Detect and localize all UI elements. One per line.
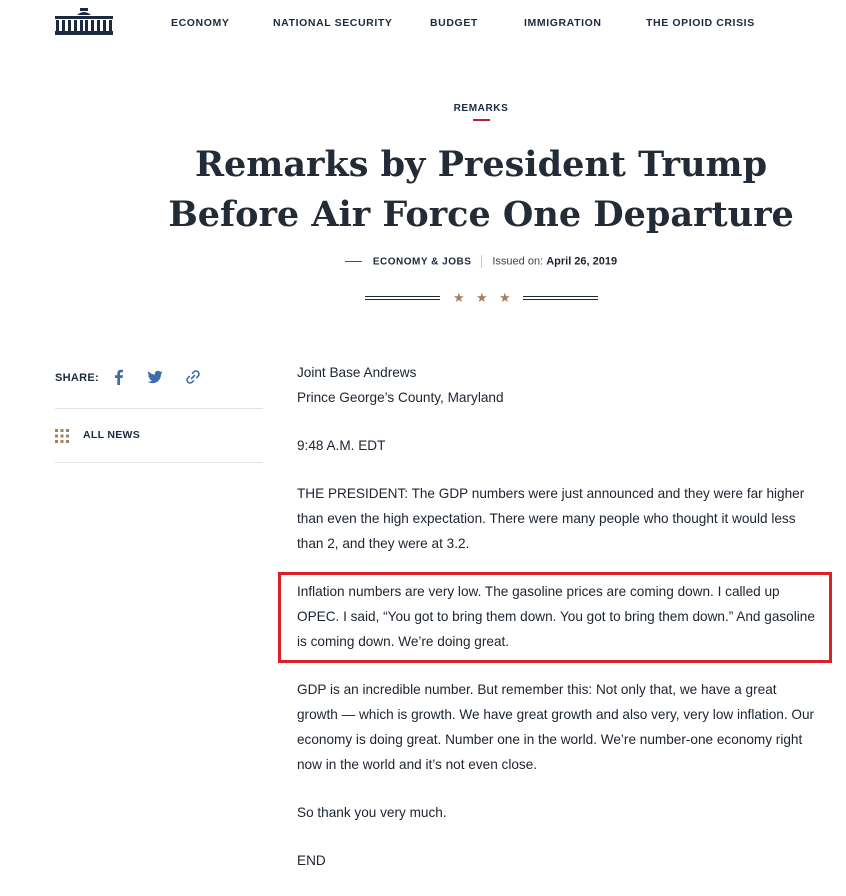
sidebar-divider <box>55 408 263 409</box>
issued-date: April 26, 2019 <box>546 255 618 268</box>
location-line-1: Joint Base Andrews <box>297 365 417 380</box>
star-icon: ★ <box>499 290 511 305</box>
title-line-2: Before Air Force One Departure <box>168 194 794 235</box>
white-house-logo-icon[interactable] <box>55 8 113 35</box>
location <box>297 360 817 410</box>
nav-opioid-crisis[interactable]: THE OPIOID CRISIS <box>646 17 755 29</box>
nav-economy[interactable]: ECONOMY <box>171 17 230 29</box>
facebook-icon[interactable] <box>110 368 128 386</box>
article-meta <box>0 255 846 268</box>
end-marker: END <box>297 853 326 868</box>
article-kicker[interactable]: REMARKS <box>453 103 509 114</box>
meta-divider <box>481 255 482 268</box>
category-link[interactable]: ECONOMY & JOBS <box>372 256 472 268</box>
paragraph: GDP is an incredible number. But remember this: Not only that, we have a great growth — which is growth. We have great growth and also very, very low inflation. Our economy is doing great. Number one in the world. We’re number-one economy right now in the world and it’s not even close. <box>297 682 815 772</box>
share-label: SHARE: <box>55 372 99 384</box>
issued-label: Issued on: <box>492 255 544 268</box>
top-navigation <box>0 0 846 46</box>
location-line-2: Prince George’s County, Maryland <box>297 390 504 405</box>
article-body <box>297 360 817 896</box>
paragraph: THE PRESIDENT: The GDP numbers were just announced and they were far higher than even the high expectation. There were many people who thought it would less than 2, and they were at 3.2. <box>297 486 805 551</box>
sidebar-divider <box>55 462 263 463</box>
kicker-underline <box>473 119 490 121</box>
ornament-line-right-2 <box>523 299 598 300</box>
star-icon: ★ <box>453 290 465 305</box>
twitter-icon[interactable] <box>146 368 164 386</box>
title-line-1: Remarks by President Trump <box>194 144 768 185</box>
title-ornament <box>365 290 600 306</box>
time-stamp: 9:48 A.M. EDT <box>297 438 386 453</box>
highlighted-paragraph: Inflation numbers are very low. The gasoline prices are coming down. I called up OPEC. I said, “You got to bring them down. You got to bring them down.” And gasoline is coming down. We’re doing great. <box>297 584 815 649</box>
paragraph: So thank you very much. <box>297 805 447 820</box>
grid-icon <box>55 429 69 443</box>
ornament-line-left-2 <box>365 299 440 300</box>
ornament-line-left <box>365 296 440 297</box>
nav-national-security[interactable]: NATIONAL SECURITY <box>273 17 393 29</box>
nav-immigration[interactable]: IMMIGRATION <box>524 17 602 29</box>
nav-budget[interactable]: BUDGET <box>430 17 478 29</box>
ornament-line-right <box>523 296 598 297</box>
star-icon: ★ <box>476 290 488 305</box>
page-title <box>0 140 846 240</box>
meta-dash <box>345 261 362 263</box>
all-news-label: ALL NEWS <box>83 429 141 441</box>
link-icon[interactable] <box>184 368 202 386</box>
